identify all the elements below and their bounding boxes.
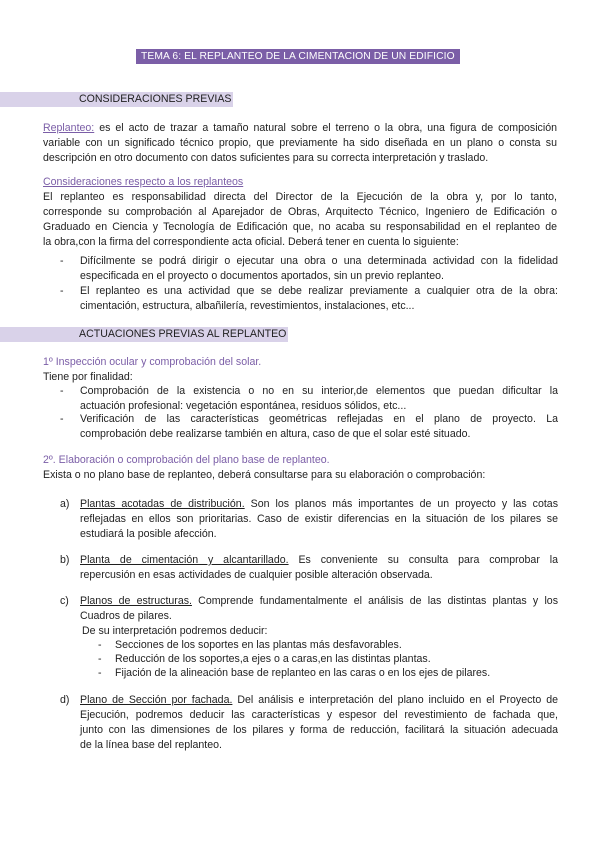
inspeccion-block — [43, 355, 557, 385]
item-label: b) — [60, 554, 70, 566]
section-heading-label: ACTUACIONES PREVIAS AL REPLANTEO — [79, 328, 287, 340]
replanteo-text-1: es el acto de trazar a tamaño natural sobre el terreno o la obra, una figura de composición — [94, 122, 557, 134]
consideraciones-heading: Consideraciones respecto a los replanteos — [43, 176, 244, 188]
insp-bullet-2-line-1: Verificación de las características geométricas reflejadas en el plano de proyecto. La — [80, 413, 558, 425]
item-b-line-2: repercusión en esas actividades de cualquier posible alteración observada. — [80, 569, 433, 581]
item-a-term: Plantas acotadas de distribución. — [80, 498, 245, 510]
elaboracion-heading: 2º. Elaboración o comprobación del plano base de replanteo. — [43, 454, 330, 466]
section-heading-consideraciones — [0, 92, 233, 107]
consid-line-2: corresponde su comprobación al Aparejador de Obras, Arquitecto Técnico, Ingeniero de Edificación o — [43, 206, 557, 218]
consideraciones-block — [43, 175, 557, 250]
replanteo-line-2: variable con un significado técnico propio, que previamente ha sido diseñada en un plano o consta su — [43, 137, 557, 149]
elaboracion-intro: Exista o no plano base de replanteo, deberá consultarse para su elaboración o comprobación: — [43, 469, 486, 481]
insp-bullet-1-line-1: Comprobación de la existencia o no en su interior,de elementos que puedan dificultar la — [80, 385, 558, 397]
item-c-line-1: Comprende fundamentalmente el análisis de las distintas plantas y los — [191, 595, 558, 607]
insp-bullet-1-line-2: actuación profesional: vegetación espontánea, residuos sólidos, etc... — [80, 400, 407, 412]
consid-line-3: Graduado en Ciencia y Tecnología de Edificación que, no acaba su responsabilidad en el replanteo de — [43, 221, 557, 233]
insp-bullet-2-line-2: comprobación debe realizarse también en altura, caso de que el solar esté situado. — [80, 428, 471, 440]
item-a-line-2: reflejadas en ellos son prioritarias. Caso de existir diferencias en la situación de los pilares se — [80, 513, 558, 525]
inspeccion-heading: 1º Inspección ocular y comprobación del solar. — [43, 356, 262, 368]
item-label: c) — [60, 595, 69, 607]
consid-line-1: El replanteo es responsabilidad directa del Director de la Ejecución de la obra y, por lo tanto, — [43, 191, 557, 203]
item-d-line-1: Del análisis e interpretación del plano incluido en el Proyecto de — [232, 694, 558, 706]
sub-item-2: Reducción de los soportes,a ejes o a caras,en las distintas plantas. — [115, 653, 431, 665]
section-heading-actuaciones — [0, 327, 288, 342]
item-b-line-1: Es conveniente su consulta para comprobar la — [288, 554, 558, 566]
item-a-line-3: estudiará la posible afección. — [80, 528, 217, 540]
bullet-2-line-1: El replanteo es una actividad que se debe realizar previamente a cualquier otra de la obra: — [80, 285, 558, 297]
item-d-line-4: de la línea base del replanteo. — [80, 739, 222, 751]
replanteo-term: Replanteo: — [43, 122, 95, 134]
item-a-line-1: Son los planos más importantes de un proyecto y las cotas — [244, 498, 558, 510]
replanteo-line-3: descripción en otro documento con datos suficientes para su correcta interpretación y traslado. — [43, 152, 489, 164]
item-c-line-2: Cuadros de pilares. — [80, 610, 172, 622]
item-d-line-3: junto con las dimensiones de los pilares y forma de reducción, facilitará la situación adecuada — [80, 724, 558, 736]
document-title: TEMA 6: EL REPLANTEO DE LA CIMENTACION DE UN EDIFICIO — [136, 49, 460, 64]
consid-line-4: la obra,con la firma del correspondiente acta oficial. Deberá tener en cuenta lo siguiente: — [43, 236, 459, 248]
item-b-term: Planta de cimentación y alcantarillado. — [80, 554, 289, 566]
item-d-term: Plano de Sección por fachada. — [80, 694, 233, 706]
item-label: a) — [60, 498, 70, 510]
bullet-1-line-2: especificada en el proyecto o documentos aportados, sin un previo replanteo. — [80, 270, 444, 282]
item-c-term: Planos de estructuras. — [80, 595, 192, 607]
bullet-1-line-1: Difícilmente se podrá dirigir o ejecutar una obra o una determinada actividad con la fidelidad — [80, 255, 558, 267]
section-heading-label: CONSIDERACIONES PREVIAS — [79, 93, 232, 105]
inspeccion-intro: Tiene por finalidad: — [43, 371, 133, 383]
bullet-2-line-2: cimentación, estructura, albañilería, revestimientos, instalaciones, etc... — [80, 300, 415, 312]
item-d-line-2: Ejecución, podremos deducir las características y espesor del revestimiento de fachada que, — [80, 709, 558, 721]
elaboracion-block — [43, 453, 557, 483]
replanteo-line-1 — [43, 121, 557, 136]
sub-item-1: Secciones de los soportes en las plantas más desfavorables. — [115, 639, 402, 651]
item-label: d) — [60, 694, 70, 706]
deducir-text: De su interpretación podremos deducir: — [82, 625, 268, 637]
sub-item-3: Fijación de la alineación base de replanteo en las caras o en los ejes de pilares. — [115, 667, 491, 679]
replanteo-definition — [43, 121, 557, 166]
